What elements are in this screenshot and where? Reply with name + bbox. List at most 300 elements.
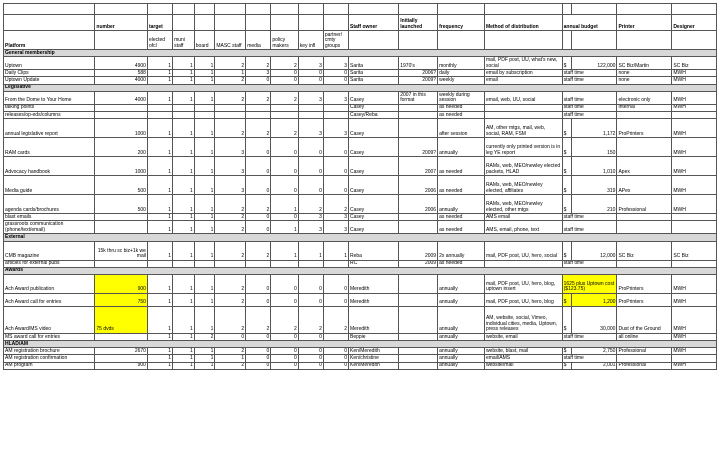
- platform-cell: grassroots communication (phone/text/email): [4, 221, 95, 234]
- frequency-cell: after session: [438, 119, 485, 138]
- target-keyinfl-cell: [298, 260, 323, 267]
- table-row: [4, 306, 717, 333]
- header-number: number: [95, 15, 148, 31]
- budget-cell: staff time: [562, 260, 617, 267]
- launched-cell: [399, 333, 438, 340]
- budget-currency-cell: $: [562, 348, 571, 355]
- target-keyinfl-cell: 0: [298, 333, 323, 340]
- target-elected-cell: 1: [147, 119, 172, 138]
- target-elected-cell: 1: [147, 241, 172, 260]
- table-row: [4, 138, 717, 157]
- frequency-cell: annually: [438, 355, 485, 362]
- budget-currency-cell: $: [562, 119, 571, 138]
- target-board-cell: 1: [194, 221, 215, 234]
- header-frequency: frequency: [438, 15, 485, 31]
- target-policy-cell: 0: [271, 70, 298, 77]
- target-board-cell: 1: [194, 77, 215, 84]
- number-cell: 200: [95, 138, 148, 157]
- budget-cell: staff time: [562, 91, 617, 104]
- printer-cell: APex: [617, 176, 672, 195]
- target-elected-cell: 1: [147, 274, 172, 293]
- budget-cell: staff time: [562, 70, 617, 77]
- target-masc-cell: 1: [215, 70, 246, 77]
- frequency-cell: annually: [438, 348, 485, 355]
- target-partner-cell: 3: [323, 57, 348, 70]
- target-masc-cell: 2: [215, 293, 246, 306]
- target-media-cell: 0: [246, 157, 271, 176]
- target-muni-cell: 1: [173, 70, 195, 77]
- target-keyinfl-cell: 2: [298, 195, 323, 214]
- target-media-cell: [246, 260, 271, 267]
- target-masc-cell: [215, 260, 246, 267]
- header-platform: Platform: [4, 31, 95, 50]
- method-cell: currently only printed version is in leg YE report: [484, 138, 562, 157]
- target-muni-cell: 1: [173, 195, 195, 214]
- table-row: [4, 111, 717, 118]
- launched-cell: 1970's: [399, 57, 438, 70]
- launched-cell: 2009: [399, 241, 438, 260]
- header-printer: Printer: [617, 15, 672, 31]
- budget-currency-cell: $: [562, 138, 571, 157]
- target-masc-cell: 1: [215, 355, 246, 362]
- target-keyinfl-cell: 0: [298, 70, 323, 77]
- target-policy-cell: 0: [271, 214, 298, 221]
- target-masc-cell: 2: [215, 348, 246, 355]
- target-muni-cell: 1: [173, 241, 195, 260]
- target-elected-cell: 1: [147, 348, 172, 355]
- target-board-cell: 1: [194, 176, 215, 195]
- staff-owner-cell: Beppie: [348, 333, 398, 340]
- platform-cell: blast emails: [4, 214, 95, 221]
- header-row-sub: [4, 31, 717, 50]
- printer-cell: ProPrinters: [617, 293, 672, 306]
- budget-cell: staff time: [562, 221, 617, 234]
- method-cell: email, web, UU, social: [484, 91, 562, 104]
- target-partner-cell: 0: [323, 293, 348, 306]
- target-board-cell: 1: [194, 355, 215, 362]
- printer-cell: Apex: [617, 157, 672, 176]
- staff-owner-cell: Ken/Meredith: [348, 362, 398, 369]
- staff-owner-cell: Casey: [348, 176, 398, 195]
- frequency-cell: daily: [438, 70, 485, 77]
- method-cell: email by subscription: [484, 70, 562, 77]
- target-muni-cell: 1: [173, 333, 195, 340]
- budget-cell: 2,750: [571, 348, 617, 355]
- printer-cell: [617, 111, 672, 118]
- target-board-cell: 1: [194, 138, 215, 157]
- staff-owner-cell: Meredith: [348, 306, 398, 333]
- number-cell: [95, 260, 148, 267]
- table-row: [4, 195, 717, 214]
- target-elected-cell: 1: [147, 214, 172, 221]
- target-board-cell: 1: [194, 70, 215, 77]
- designer-cell: MWH: [672, 104, 717, 111]
- budget-cell: 150: [571, 138, 617, 157]
- target-board-cell: 2: [194, 333, 215, 340]
- platform-cell: AM registration brochure: [4, 348, 95, 355]
- staff-owner-cell: Casey/Reba: [348, 111, 398, 118]
- platform-cell: Ach Award/MS video: [4, 306, 95, 333]
- target-media-cell: 2: [246, 306, 271, 333]
- target-policy-cell: 1: [271, 195, 298, 214]
- header-masc: MASC staff: [215, 31, 246, 50]
- target-policy-cell: 2: [271, 57, 298, 70]
- method-cell: mail, PDF post, UU, what's new, social: [484, 57, 562, 70]
- target-board-cell: 1: [194, 241, 215, 260]
- target-masc-cell: 0: [215, 333, 246, 340]
- frequency-cell: weekly: [438, 77, 485, 84]
- target-muni-cell: 1: [173, 348, 195, 355]
- platform-cell: From the Dome to Your Home: [4, 91, 95, 104]
- method-cell: email/AMS: [484, 355, 562, 362]
- header-staff-owner: Staff owner: [348, 15, 398, 31]
- number-cell: 4000: [95, 91, 148, 104]
- target-elected-cell: 1: [147, 57, 172, 70]
- target-muni-cell: 1: [173, 306, 195, 333]
- target-policy-cell: 0: [271, 77, 298, 84]
- table-body: [4, 50, 717, 370]
- section-row: [4, 50, 717, 57]
- target-partner-cell: [323, 104, 348, 111]
- frequency-cell: as needed: [438, 111, 485, 118]
- table-row: [4, 77, 717, 84]
- platform-cell: Uptown Update: [4, 77, 95, 84]
- target-masc-cell: 2: [215, 306, 246, 333]
- number-cell: 500: [95, 176, 148, 195]
- platform-cell: RAM cards: [4, 138, 95, 157]
- target-elected-cell: 1: [147, 195, 172, 214]
- header-keyinfl: key infl: [298, 31, 323, 50]
- target-muni-cell: 1: [173, 138, 195, 157]
- budget-cell: 1625 plus Uptown cost ($123.75): [562, 274, 617, 293]
- target-media-cell: 2: [246, 91, 271, 104]
- target-masc-cell: 3: [215, 176, 246, 195]
- table-row: [4, 293, 717, 306]
- designer-cell: MWH: [672, 362, 717, 369]
- printer-cell: [617, 221, 672, 234]
- method-cell: mail, PDF post, UU, hero, blog, uptown insert: [484, 274, 562, 293]
- header-row-top: [4, 15, 717, 31]
- designer-cell: MWH: [672, 348, 717, 355]
- frequency-cell: annually: [438, 274, 485, 293]
- frequency-cell: as needed: [438, 221, 485, 234]
- target-policy-cell: 0: [271, 157, 298, 176]
- header-target: target: [147, 15, 172, 31]
- designer-cell: MWH: [672, 91, 717, 104]
- target-muni-cell: 1: [173, 176, 195, 195]
- designer-cell: MWH: [672, 157, 717, 176]
- target-policy-cell: [271, 104, 298, 111]
- target-partner-cell: 0: [323, 77, 348, 84]
- target-elected-cell: 1: [147, 333, 172, 340]
- target-media-cell: 0: [246, 176, 271, 195]
- launched-cell: 2007: [399, 157, 438, 176]
- target-partner-cell: [323, 111, 348, 118]
- target-elected-cell: 1: [147, 157, 172, 176]
- number-cell: [95, 355, 148, 362]
- designer-cell: MWH: [672, 274, 717, 293]
- target-policy-cell: 2: [271, 119, 298, 138]
- header-designer: Designer: [672, 15, 717, 31]
- target-policy-cell: 2: [271, 91, 298, 104]
- launched-cell: [399, 348, 438, 355]
- printer-cell: electronic only: [617, 91, 672, 104]
- target-policy-cell: 1: [271, 221, 298, 234]
- designer-cell: SC Biz: [672, 241, 717, 260]
- target-masc-cell: 2: [215, 214, 246, 221]
- target-keyinfl-cell: 2: [298, 306, 323, 333]
- launched-cell: [399, 306, 438, 333]
- table-row: [4, 104, 717, 111]
- frequency-cell: annually: [438, 138, 485, 157]
- target-elected-cell: [147, 104, 172, 111]
- target-board-cell: 1: [194, 214, 215, 221]
- target-masc-cell: [215, 104, 246, 111]
- target-media-cell: 0: [246, 362, 271, 369]
- budget-cell: staff time: [562, 77, 617, 84]
- staff-owner-cell: Casey: [348, 214, 398, 221]
- frequency-cell: monthly: [438, 57, 485, 70]
- target-partner-cell: 2: [323, 306, 348, 333]
- target-media-cell: 0: [246, 221, 271, 234]
- launched-cell: [399, 274, 438, 293]
- target-policy-cell: 2: [271, 306, 298, 333]
- target-elected-cell: 1: [147, 91, 172, 104]
- staff-owner-cell: Reba: [348, 241, 398, 260]
- platform-cell: Ach Award publication: [4, 274, 95, 293]
- staff-owner-cell: Casey: [348, 221, 398, 234]
- target-masc-cell: 2: [215, 57, 246, 70]
- target-board-cell: 1: [194, 195, 215, 214]
- designer-cell: MWH: [672, 333, 717, 340]
- target-partner-cell: 0: [323, 70, 348, 77]
- target-partner-cell: 0: [323, 157, 348, 176]
- target-keyinfl-cell: [298, 104, 323, 111]
- number-cell: 15k thru sc biz+1k we mail: [95, 241, 148, 260]
- designer-cell: MWH: [672, 306, 717, 333]
- number-cell: 500: [95, 195, 148, 214]
- table-row: [4, 274, 717, 293]
- table-row: [4, 91, 717, 104]
- number-cell: 900: [95, 362, 148, 369]
- header-board: board: [194, 31, 215, 50]
- target-board-cell: 1: [194, 274, 215, 293]
- launched-cell: 2009?: [399, 138, 438, 157]
- target-media-cell: 0: [246, 333, 271, 340]
- staff-owner-cell: Casey: [348, 91, 398, 104]
- target-partner-cell: 3: [323, 221, 348, 234]
- designer-cell: MWH: [672, 176, 717, 195]
- budget-currency-cell: $: [562, 176, 571, 195]
- target-partner-cell: 1: [323, 241, 348, 260]
- budget-currency-cell: $: [562, 293, 571, 306]
- target-muni-cell: 1: [173, 157, 195, 176]
- header-partner: partner/ cmty groups: [323, 31, 348, 50]
- platform-cell: annual legislative report: [4, 119, 95, 138]
- target-media-cell: 0: [246, 77, 271, 84]
- target-elected-cell: 1: [147, 138, 172, 157]
- printer-cell: ProPrinters: [617, 274, 672, 293]
- target-elected-cell: [147, 111, 172, 118]
- launched-cell: [399, 221, 438, 234]
- header-muni: muni staff: [173, 31, 195, 50]
- target-board-cell: 1: [194, 157, 215, 176]
- target-elected-cell: 1: [147, 362, 172, 369]
- target-media-cell: [246, 111, 271, 118]
- printer-cell: [617, 355, 672, 362]
- target-keyinfl-cell: 3: [298, 91, 323, 104]
- target-media-cell: 0: [246, 274, 271, 293]
- staff-owner-cell: Meredith: [348, 274, 398, 293]
- budget-cell: 2,001: [571, 362, 617, 369]
- target-board-cell: [194, 104, 215, 111]
- target-elected-cell: 1: [147, 355, 172, 362]
- section-label: Awards: [4, 267, 717, 274]
- section-label: HLAD/AM: [4, 341, 717, 348]
- designer-cell: MWH: [672, 77, 717, 84]
- frequency-cell: as needed: [438, 157, 485, 176]
- designer-cell: MWH: [672, 138, 717, 157]
- section-row: [4, 267, 717, 274]
- target-policy-cell: [271, 260, 298, 267]
- header-annual-budget: annual budget: [562, 15, 617, 31]
- number-cell: 750: [95, 293, 148, 306]
- staff-owner-cell: Sarita: [348, 57, 398, 70]
- header-method: Method of distribution: [484, 15, 562, 31]
- target-media-cell: 0: [246, 214, 271, 221]
- budget-cell: 1,200: [571, 293, 617, 306]
- target-keyinfl-cell: 3: [298, 119, 323, 138]
- target-muni-cell: 1: [173, 91, 195, 104]
- section-label: Legislative: [4, 84, 717, 91]
- table-row: [4, 157, 717, 176]
- target-keyinfl-cell: 0: [298, 77, 323, 84]
- launched-cell: [399, 355, 438, 362]
- launched-cell: 2009: [399, 260, 438, 267]
- target-policy-cell: 0: [271, 348, 298, 355]
- printer-cell: Professional: [617, 362, 672, 369]
- frequency-cell: as needed: [438, 260, 485, 267]
- launched-cell: 2006: [399, 195, 438, 214]
- target-muni-cell: 1: [173, 119, 195, 138]
- target-elected-cell: 1: [147, 70, 172, 77]
- designer-cell: [672, 111, 717, 118]
- target-media-cell: [246, 104, 271, 111]
- frequency-cell: as needed: [438, 176, 485, 195]
- target-keyinfl-cell: 0: [298, 362, 323, 369]
- budget-currency-cell: $: [562, 362, 571, 369]
- table-row: [4, 362, 717, 369]
- printer-cell: internal: [617, 104, 672, 111]
- target-masc-cell: 3: [215, 157, 246, 176]
- launched-cell: 2007 in this format: [399, 91, 438, 104]
- target-keyinfl-cell: 0: [298, 355, 323, 362]
- target-partner-cell: [323, 333, 348, 340]
- target-muni-cell: 1: [173, 214, 195, 221]
- frequency-cell: weekly during session: [438, 91, 485, 104]
- number-cell: 2670: [95, 348, 148, 355]
- target-media-cell: 0: [246, 293, 271, 306]
- target-elected-cell: 1: [147, 221, 172, 234]
- target-masc-cell: 2: [215, 274, 246, 293]
- method-cell: website/mail: [484, 362, 562, 369]
- target-keyinfl-cell: 0: [298, 348, 323, 355]
- designer-cell: SC Biz: [672, 57, 717, 70]
- designer-cell: [672, 355, 717, 362]
- target-partner-cell: 0: [323, 138, 348, 157]
- staff-owner-cell: Casey: [348, 138, 398, 157]
- number-cell: [95, 111, 148, 118]
- table-row: [4, 348, 717, 355]
- budget-cell: 12,000: [571, 241, 617, 260]
- target-masc-cell: [215, 111, 246, 118]
- table-row: [4, 355, 717, 362]
- target-board-cell: 1: [194, 119, 215, 138]
- budget-cell: 122,000: [571, 57, 617, 70]
- target-board-cell: 1: [194, 362, 215, 369]
- platform-cell: MS award call for entries: [4, 333, 95, 340]
- section-row: [4, 234, 717, 241]
- target-masc-cell: 2: [215, 77, 246, 84]
- staff-owner-cell: Meredith: [348, 293, 398, 306]
- table-row: [4, 241, 717, 260]
- platform-cell: Uptown: [4, 57, 95, 70]
- number-cell: 1000: [95, 119, 148, 138]
- target-partner-cell: [323, 260, 348, 267]
- target-partner-cell: 2: [323, 195, 348, 214]
- target-board-cell: 1: [194, 306, 215, 333]
- budget-currency-cell: $: [562, 57, 571, 70]
- platform-cell: articles for external pubs: [4, 260, 95, 267]
- section-label: General membership: [4, 50, 717, 57]
- number-cell: [95, 104, 148, 111]
- budget-currency-cell: $: [562, 241, 571, 260]
- spreadsheet-table: [3, 3, 717, 370]
- method-cell: [484, 111, 562, 118]
- header-initially-launched: Initially launched: [399, 15, 438, 31]
- target-keyinfl-cell: 0: [298, 176, 323, 195]
- target-muni-cell: 1: [173, 221, 195, 234]
- target-muni-cell: [173, 260, 195, 267]
- target-partner-cell: 3: [323, 214, 348, 221]
- target-board-cell: [194, 111, 215, 118]
- target-policy-cell: 0: [271, 333, 298, 340]
- number-cell: 4900: [95, 57, 148, 70]
- launched-cell: [399, 214, 438, 221]
- number-cell: 4000: [95, 77, 148, 84]
- number-cell: [95, 214, 148, 221]
- staff-owner-cell: Casey: [348, 157, 398, 176]
- target-partner-cell: 0: [323, 274, 348, 293]
- frequency-cell: annually: [438, 362, 485, 369]
- target-partner-cell: 0: [323, 355, 348, 362]
- target-board-cell: 1: [194, 293, 215, 306]
- target-elected-cell: 1: [147, 293, 172, 306]
- table-row: [4, 221, 717, 234]
- printer-cell: SC Biz: [617, 241, 672, 260]
- frequency-cell: as needed: [438, 214, 485, 221]
- method-cell: AM, website, social, Vimeo, individual cities, media, Uptown, press releases: [484, 306, 562, 333]
- table-row: [4, 176, 717, 195]
- printer-cell: SC Biz/Martin: [617, 57, 672, 70]
- printer-cell: Professional: [617, 195, 672, 214]
- target-masc-cell: 3: [215, 138, 246, 157]
- target-board-cell: [194, 260, 215, 267]
- printer-cell: none: [617, 70, 672, 77]
- target-policy-cell: 0: [271, 362, 298, 369]
- printer-cell: ProPrinters: [617, 119, 672, 138]
- target-masc-cell: 2: [215, 195, 246, 214]
